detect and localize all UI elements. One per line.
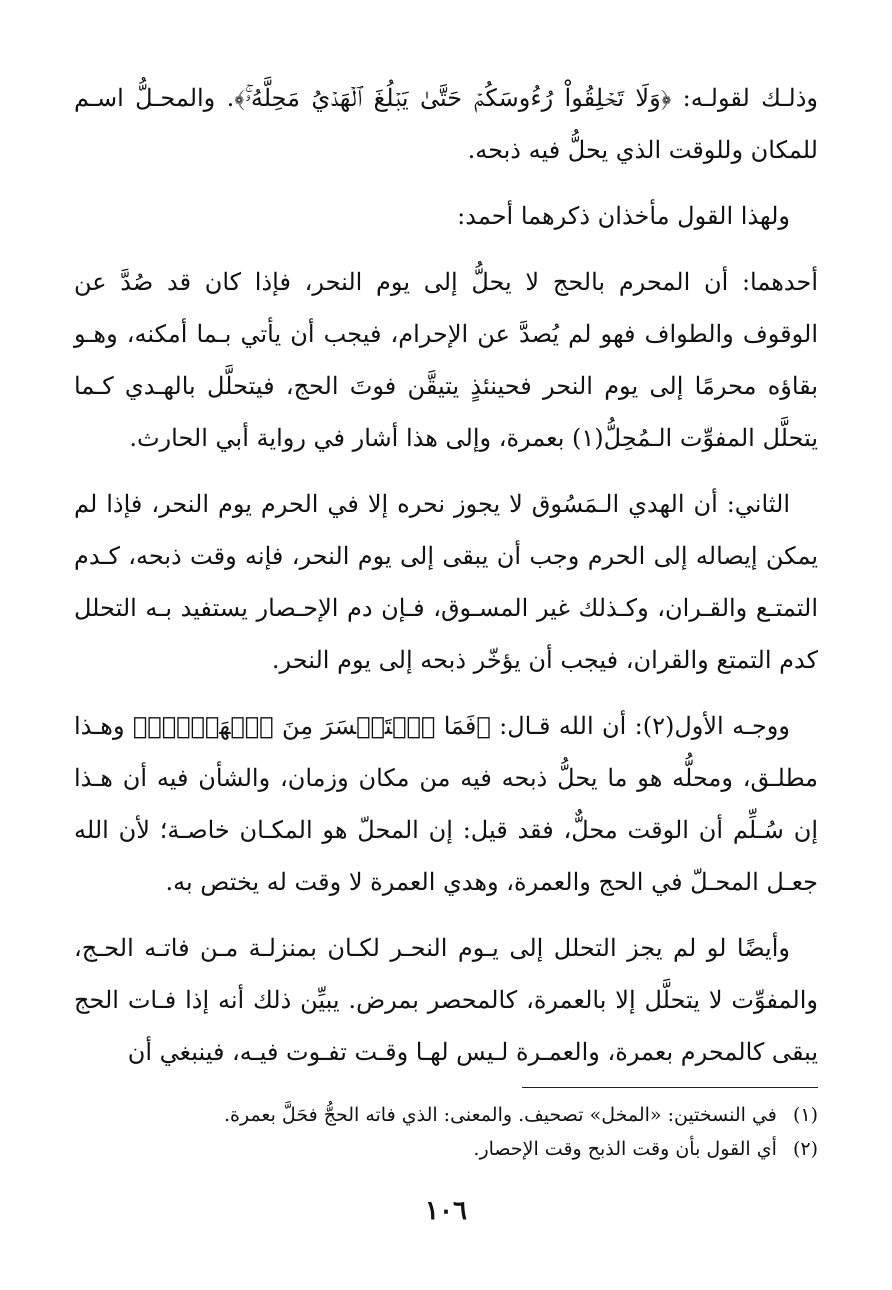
footnote-number: (٢): [792, 1138, 818, 1160]
main-text: [74, 72, 818, 1092]
paragraph: أحدهما: أن المحرم بالحج لا يحلُّ إلى يوم النحر، فإذا كان قد صُدَّ عن الوقوف والطواف فهو لم يُصدَّ عن الإحرام، فيجب أن يأتي بـما أمكنه، وهـو بقاؤه محرمًا إلى يوم النحر فحينئذٍ يتيقَّن فوتَ الحج، فيتحلَّل بالهـدي كـما يتحلَّل المفوِّت الـمُحِلُّ(١) بعمرة، وإلى هذا أشار في رواية أبي الحارث.: [74, 268, 818, 452]
paragraph: وأيضًا لو لم يجز التحلل إلى يـوم النحـر لكـان بمنزلـة مـن فاتـه الحـج، والمفوِّت لا يتحلَّل إلا بالعمرة، كالمحصر بمرض. يبيِّن ذلك أنه إذا فـات الحج يبقى كالمحرم بعمرة، والعمـرة لـيس لهـا وقـت تفـوت فيـه، فينبغي أن: [74, 934, 818, 1066]
footnotes: [74, 1098, 818, 1166]
paragraph: ولهذا القول مأخذان ذكرهما أحمد:: [457, 202, 790, 230]
footnote-divider: [522, 1087, 818, 1088]
footnote-number: (١): [792, 1104, 818, 1126]
footnote: [74, 1132, 818, 1166]
paragraph: وذلـك لقولـه: ﴿وَلَا تَحۡلِقُواْ رُءُوسَكُمۡ حَتَّىٰ يَبۡلُغَ ٱلۡهَدۡيُ مَحِلَّهُۥۚ﴾. والمحـلُّ اسـم للمكان وللوقت الذي يحلُّ فيه ذبحه.: [74, 84, 818, 164]
footnote-text: في النسختين: «المخل» تصحيف. والمعنى: الذي فاته الحجُّ فحَلَّ بعمرة.: [223, 1104, 777, 1126]
paragraph: ووجـه الأول(٢): أن الله قـال: ﴿فَمَا ٱسۡتَيۡسَرَ مِنَ ٱلۡهَدۡيِۖ﴾ وهـذا مطلـق، ومحلُّه هو ما يحلُّ ذبحه فيه من مكان وزمان، والشأن فيه أن هـذا إن سُـلِّم أن الوقت محلٌّ، فقد قيل: إن المحلّ هو المكـان خاصـة؛ لأن الله جعـل المحـلّ في الحج والعمرة، وهدي العمرة لا وقت له يختص به.: [74, 712, 818, 896]
footnote: [74, 1098, 818, 1132]
page-number: ١٠٦: [425, 1196, 467, 1226]
footnote-text: أي القول بأن وقت الذبح وقت الإحصار.: [473, 1138, 777, 1160]
paragraph: الثاني: أن الهدي الـمَسُوق لا يجوز نحره إلا في الحرم يوم النحر، فإذا لم يمكن إيصاله إلى الحرم وجب أن يبقى إلى يوم النحر، فإنه وقت ذبحه، كـدم التمتـع والقـران، وكـذلك غير المسـوق، فـإن دم الإحـصار يستفيد بـه التحلل كدم التمتع والقران، فيجب أن يؤخّر ذبحه إلى يوم النحر.: [74, 490, 818, 674]
